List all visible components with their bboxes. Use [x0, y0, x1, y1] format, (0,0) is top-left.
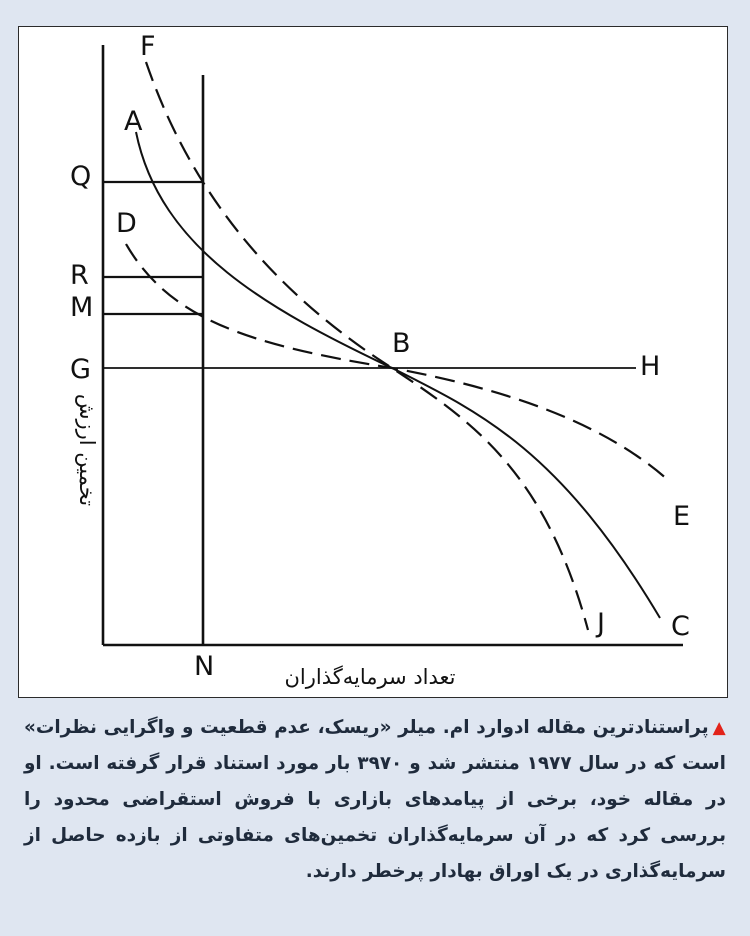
label-g: G [70, 354, 91, 385]
label-e: E [673, 501, 691, 532]
curve-f-j [146, 62, 588, 630]
label-n: N [194, 651, 215, 682]
label-m: M [70, 292, 94, 323]
curve-d-e [126, 244, 668, 480]
caption-text: پراستنادترین مقاله ادوارد ام. میلر «ریسک، عدم قطعیت و واگرایی نظرات» است که در سال ۱۹۷۷ منتشر شد و ۳۹۷۰ بار مورد استناد قرار گرفته است. او در مقاله خود، برخی از پیامدهای بازاری با فروش استقراضی محدود را بررسی کرد که در آن سرمایه‌گذاران تخمین‌های متفاوتی از بازده حاصل از سرمایه‌گذاری در یک اوراق بهادار پرخطر دارند. [24, 717, 726, 882]
label-b: B [392, 328, 411, 359]
label-c: C [671, 611, 690, 642]
label-a: A [124, 106, 143, 137]
curve-a-c [136, 132, 660, 618]
x-axis-title: تعداد سرمایه‌گذاران [284, 665, 456, 689]
figure-caption [24, 710, 726, 890]
label-f: F [140, 31, 156, 62]
label-q: Q [70, 161, 92, 192]
label-d: D [116, 208, 137, 239]
label-h: H [640, 351, 661, 382]
y-axis-title: تخمین ارزش [75, 393, 99, 507]
triangle-marker-icon: ▲ [712, 718, 726, 738]
label-j: J [597, 608, 605, 639]
label-r: R [70, 260, 89, 291]
